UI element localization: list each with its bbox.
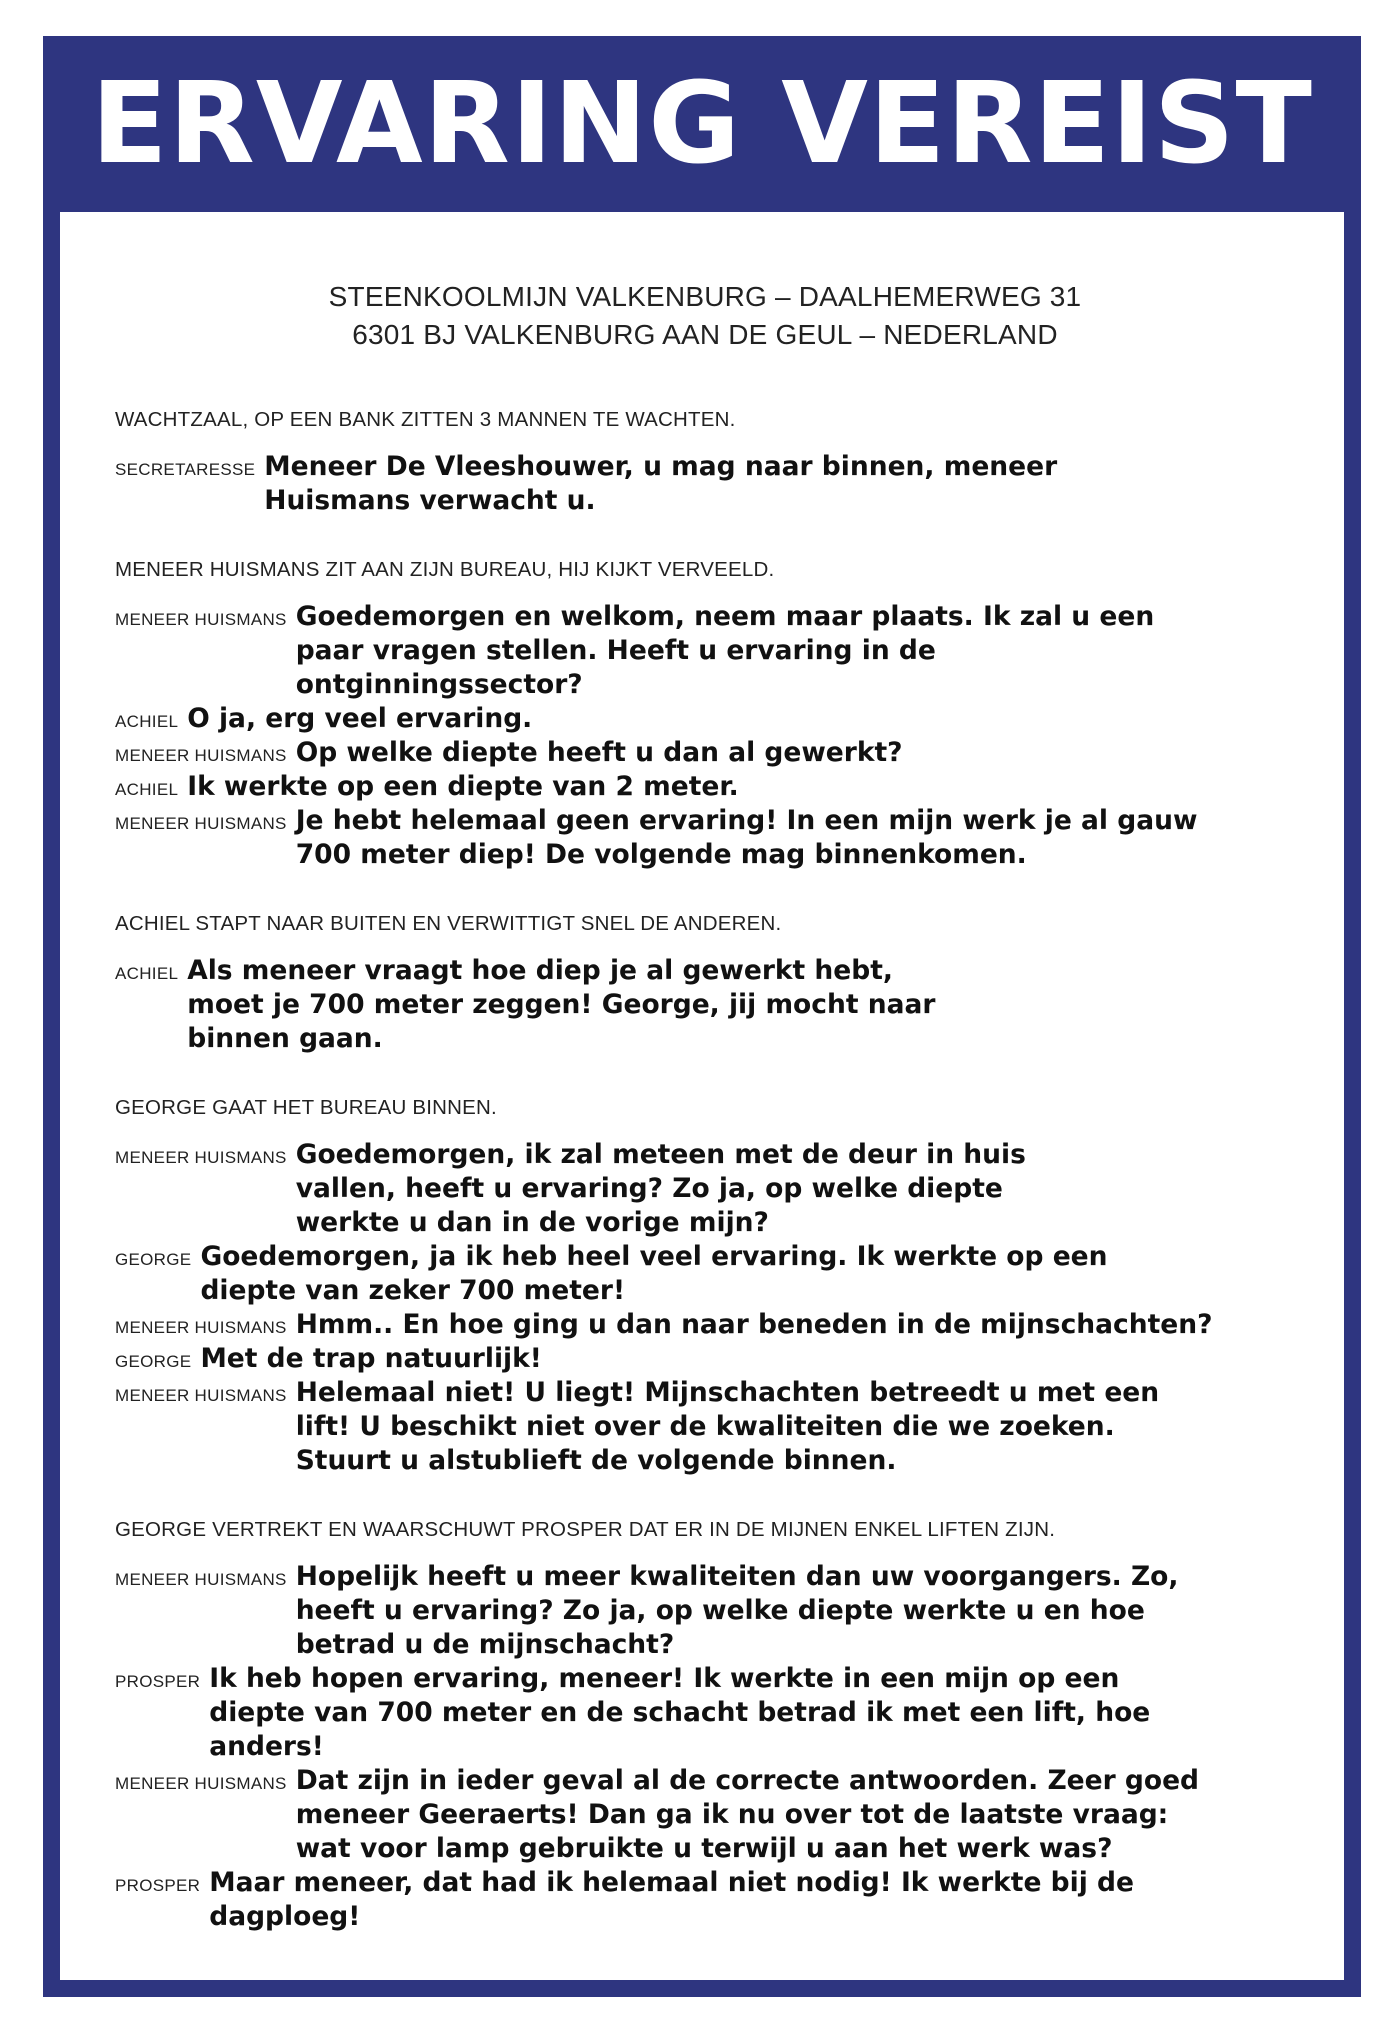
dialogue-line	[115, 1240, 1295, 1308]
stage-direction: GEORGE VERTREKT EN WAARSCHUWT PROSPER DAT ER IN DE MIJNEN ENKEL LIFTEN ZIJN.	[115, 1518, 1056, 1541]
dialogue-line	[115, 1376, 1295, 1478]
speech-text: Je hebt helemaal geen ervaring! In een mijn werk je al gauw 700 meter diep! De volgende mag binnenkomen.	[295, 805, 1198, 870]
speaker-label: MENEER HUISMANS	[115, 746, 287, 765]
dialogue-line	[115, 702, 1295, 736]
dialogue-line	[115, 1560, 1295, 1662]
speaker-label: ACHIEL	[115, 712, 179, 731]
speaker-label: MENEER HUISMANS	[115, 1386, 287, 1405]
speaker-label: PROSPER	[115, 1672, 201, 1691]
speech-text: Op welke diepte heeft u dan al gewerkt?	[295, 737, 903, 768]
dialogue-line	[115, 954, 1295, 1056]
speaker-label: SECRETARESSE	[115, 460, 256, 479]
speech-text: Goedemorgen, ja ik heb heel veel ervaring. Ik werkte op een diepte van zeker 700 meter!	[200, 1241, 1108, 1306]
speaker-label: MENEER HUISMANS	[115, 1318, 287, 1337]
stage-direction: WACHTZAAL, OP EEN BANK ZITTEN 3 MANNEN TE WACHTEN.	[115, 408, 736, 431]
speech-text: Hopelijk heeft u meer kwaliteiten dan uw voorgangers. Zo, heeft u ervaring? Zo ja, op welke diepte werkte u en hoe betrad u de mijnschacht?	[295, 1561, 1179, 1660]
page-title: ERVARING VEREIST	[91, 59, 1313, 189]
speaker-label: ACHIEL	[115, 780, 179, 799]
dialogue-line	[115, 1342, 1295, 1376]
speech-text: Als meneer vraagt hoe diep je al gewerkt hebt, moet je 700 meter zeggen! George, jij mocht naar binnen gaan.	[187, 955, 936, 1054]
speech-text: Goedemorgen en welkom, neem maar plaats. Ik zal u een paar vragen stellen. Heeft u ervaring in de ontginningssector?	[295, 601, 1155, 700]
dialogue-line	[115, 1138, 1295, 1240]
speech-text: Maar meneer, dat had ik helemaal niet nodig! Ik werkte bij de dagploeg!	[209, 1867, 1134, 1932]
stage-direction: GEORGE GAAT HET BUREAU BINNEN.	[115, 1096, 497, 1119]
dialogue-line	[115, 600, 1295, 702]
speech-text: Ik werkte op een diepte van 2 meter.	[187, 771, 739, 802]
dialogue-line	[115, 1662, 1295, 1764]
speech-text: Goedemorgen, ik zal meteen met de deur in huis vallen, heeft u ervaring? Zo ja, op welke diepte werkte u dan in de vorige mijn?	[295, 1139, 1026, 1238]
speaker-label: GEORGE	[115, 1352, 192, 1371]
speaker-label: MENEER HUISMANS	[115, 610, 287, 629]
dialogue-line	[115, 450, 1295, 518]
page-frame	[43, 36, 1361, 1997]
dialogue-line	[115, 804, 1295, 872]
speech-text: Helemaal niet! U liegt! Mijnschachten betreedt u met een lift! U beschikt niet over de kwaliteiten die we zoeken. Stuurt u alstublieft de volgende binnen.	[295, 1377, 1160, 1476]
speaker-label: MENEER HUISMANS	[115, 1148, 287, 1167]
speech-text: Met de trap natuurlijk!	[200, 1343, 542, 1374]
speaker-label: PROSPER	[115, 1876, 201, 1895]
dialogue-line	[115, 1764, 1295, 1866]
speech-text: Hmm.. En hoe ging u dan naar beneden in de mijnschachten?	[295, 1309, 1213, 1340]
speaker-label: ACHIEL	[115, 964, 179, 983]
stage-direction: ACHIEL STAPT NAAR BUITEN EN VERWITTIGT SNEL DE ANDEREN.	[115, 912, 782, 935]
speaker-label: MENEER HUISMANS	[115, 814, 287, 833]
dialogue-line	[115, 1308, 1295, 1342]
speaker-label: MENEER HUISMANS	[115, 1570, 287, 1589]
address-line-2: 6301 BJ VALKENBURG AAN DE GEUL – NEDERLAND	[352, 319, 1058, 350]
dialogue-line	[115, 736, 1295, 770]
speaker-label: GEORGE	[115, 1250, 192, 1269]
address-line-1: STEENKOOLMIJN VALKENBURG – DAALHEMERWEG 31	[328, 281, 1082, 312]
speech-text: Meneer De Vleeshouwer, u mag naar binnen, meneer Huismans verwacht u.	[264, 451, 1058, 516]
speaker-label: MENEER HUISMANS	[115, 1774, 287, 1793]
script-sheet	[60, 212, 1344, 1980]
speech-text: Dat zijn in ieder geval al de correcte antwoorden. Zeer goed meneer Geeraerts! Dan ga ik nu over tot de laatste vraag: wat voor lamp gebruikte u terwijl u aan het werk was?	[295, 1765, 1200, 1864]
stage-direction: MENEER HUISMANS ZIT AAN ZIJN BUREAU, HIJ KIJKT VERVEELD.	[115, 558, 775, 581]
dialogue-line	[115, 770, 1295, 804]
speech-text: Ik heb hopen ervaring, meneer! Ik werkte in een mijn op een diepte van 700 meter en de schacht betrad ik met een lift, hoe anders!	[209, 1663, 1151, 1762]
script-content	[115, 212, 1295, 1934]
address-block	[115, 278, 1295, 354]
speech-text: O ja, erg veel ervaring.	[187, 703, 533, 734]
dialogue-line	[115, 1866, 1295, 1934]
